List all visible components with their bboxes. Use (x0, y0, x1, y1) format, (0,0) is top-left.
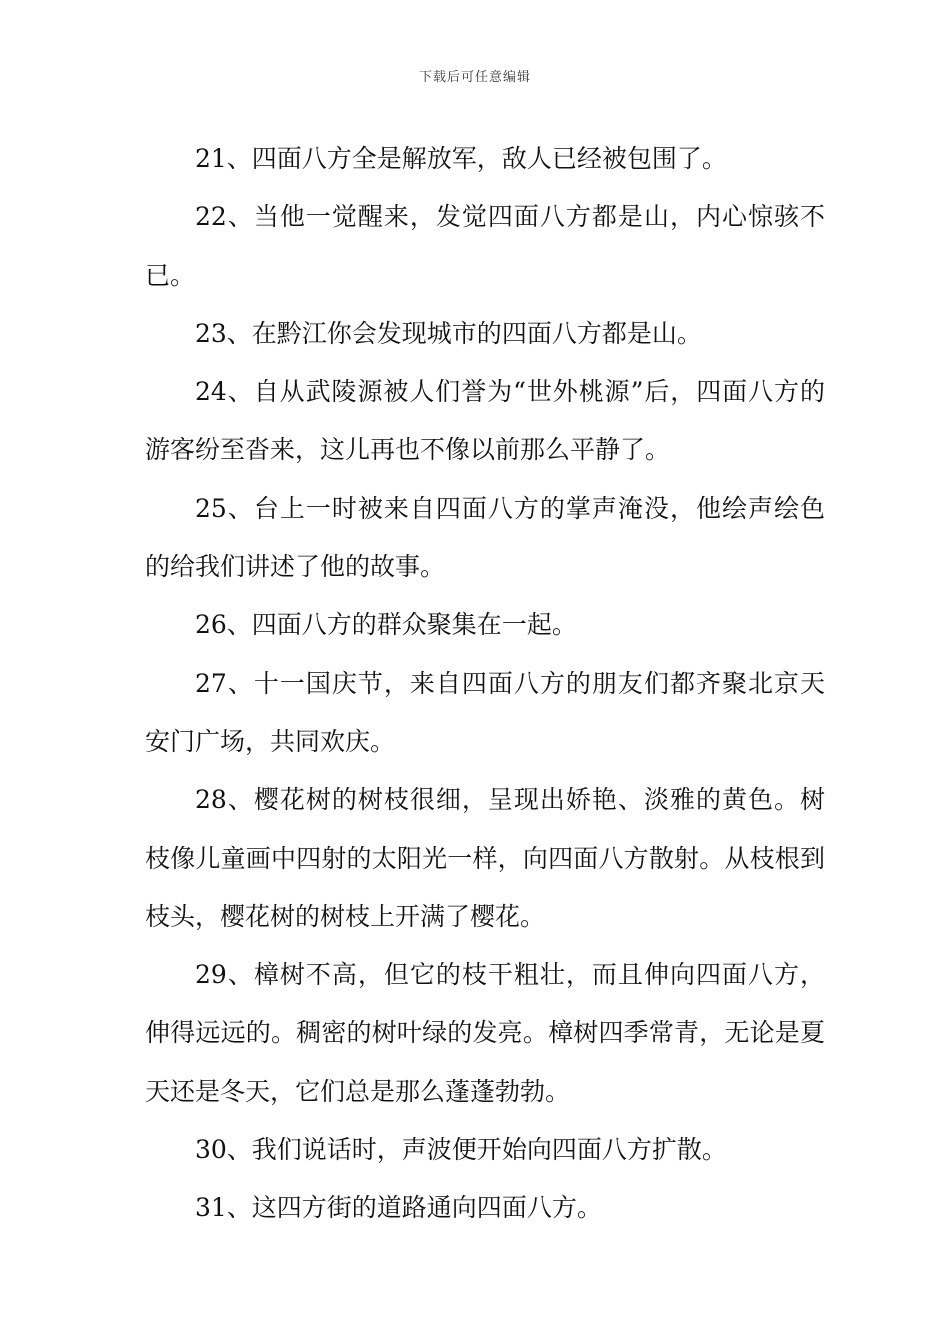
paragraph-22: 22、当他一觉醒来，发觉四面八方都是山，内心惊骇不已。 (145, 202, 825, 290)
paragraph-26: 26、四面八方的群众聚集在一起。 (195, 610, 577, 640)
paragraph-31: 31、这四方街的道路通向四面八方。 (195, 1193, 602, 1223)
paragraph-25: 25、台上一时被来自四面八方的掌声淹没，他绘声绘色的给我们讲述了他的故事。 (145, 493, 825, 582)
document-body (145, 130, 825, 1238)
page-header: 下载后可任意编辑 (418, 70, 531, 85)
paragraph-27: 27、十一国庆节，来自四面八方的朋友们都齐聚北京天安门广场，共同欢庆。 (145, 668, 825, 756)
paragraph-28: 28、樱花树的树枝很细，呈现出娇艳、淡雅的黄色。树枝像儿童画中四射的太阳光一样，向四面八方散射。从枝根到枝头，樱花树的树枝上开满了樱花。 (145, 785, 825, 931)
paragraph-21: 21、四面八方全是解放军，敌人已经被包围了。 (195, 144, 727, 173)
paragraph-29: 29、樟树不高，但它的枝干粗壮，而且伸向四面八方，伸得远远的。稠密的树叶绿的发亮。樟树四季常青，无论是夏天还是冬天，它们总是那么蓬蓬勃勃。 (145, 960, 825, 1106)
paragraph-24: 24、自从武陵源被人们誉为“世外桃源”后，四面八方的游客纷至沓来，这儿再也不像以前那么平静了。 (145, 377, 825, 465)
paragraph-23: 23、在黔江你会发现城市的四面八方都是山。 (195, 318, 702, 348)
paragraph-30: 30、我们说话时，声波便开始向四面八方扩散。 (195, 1135, 727, 1165)
